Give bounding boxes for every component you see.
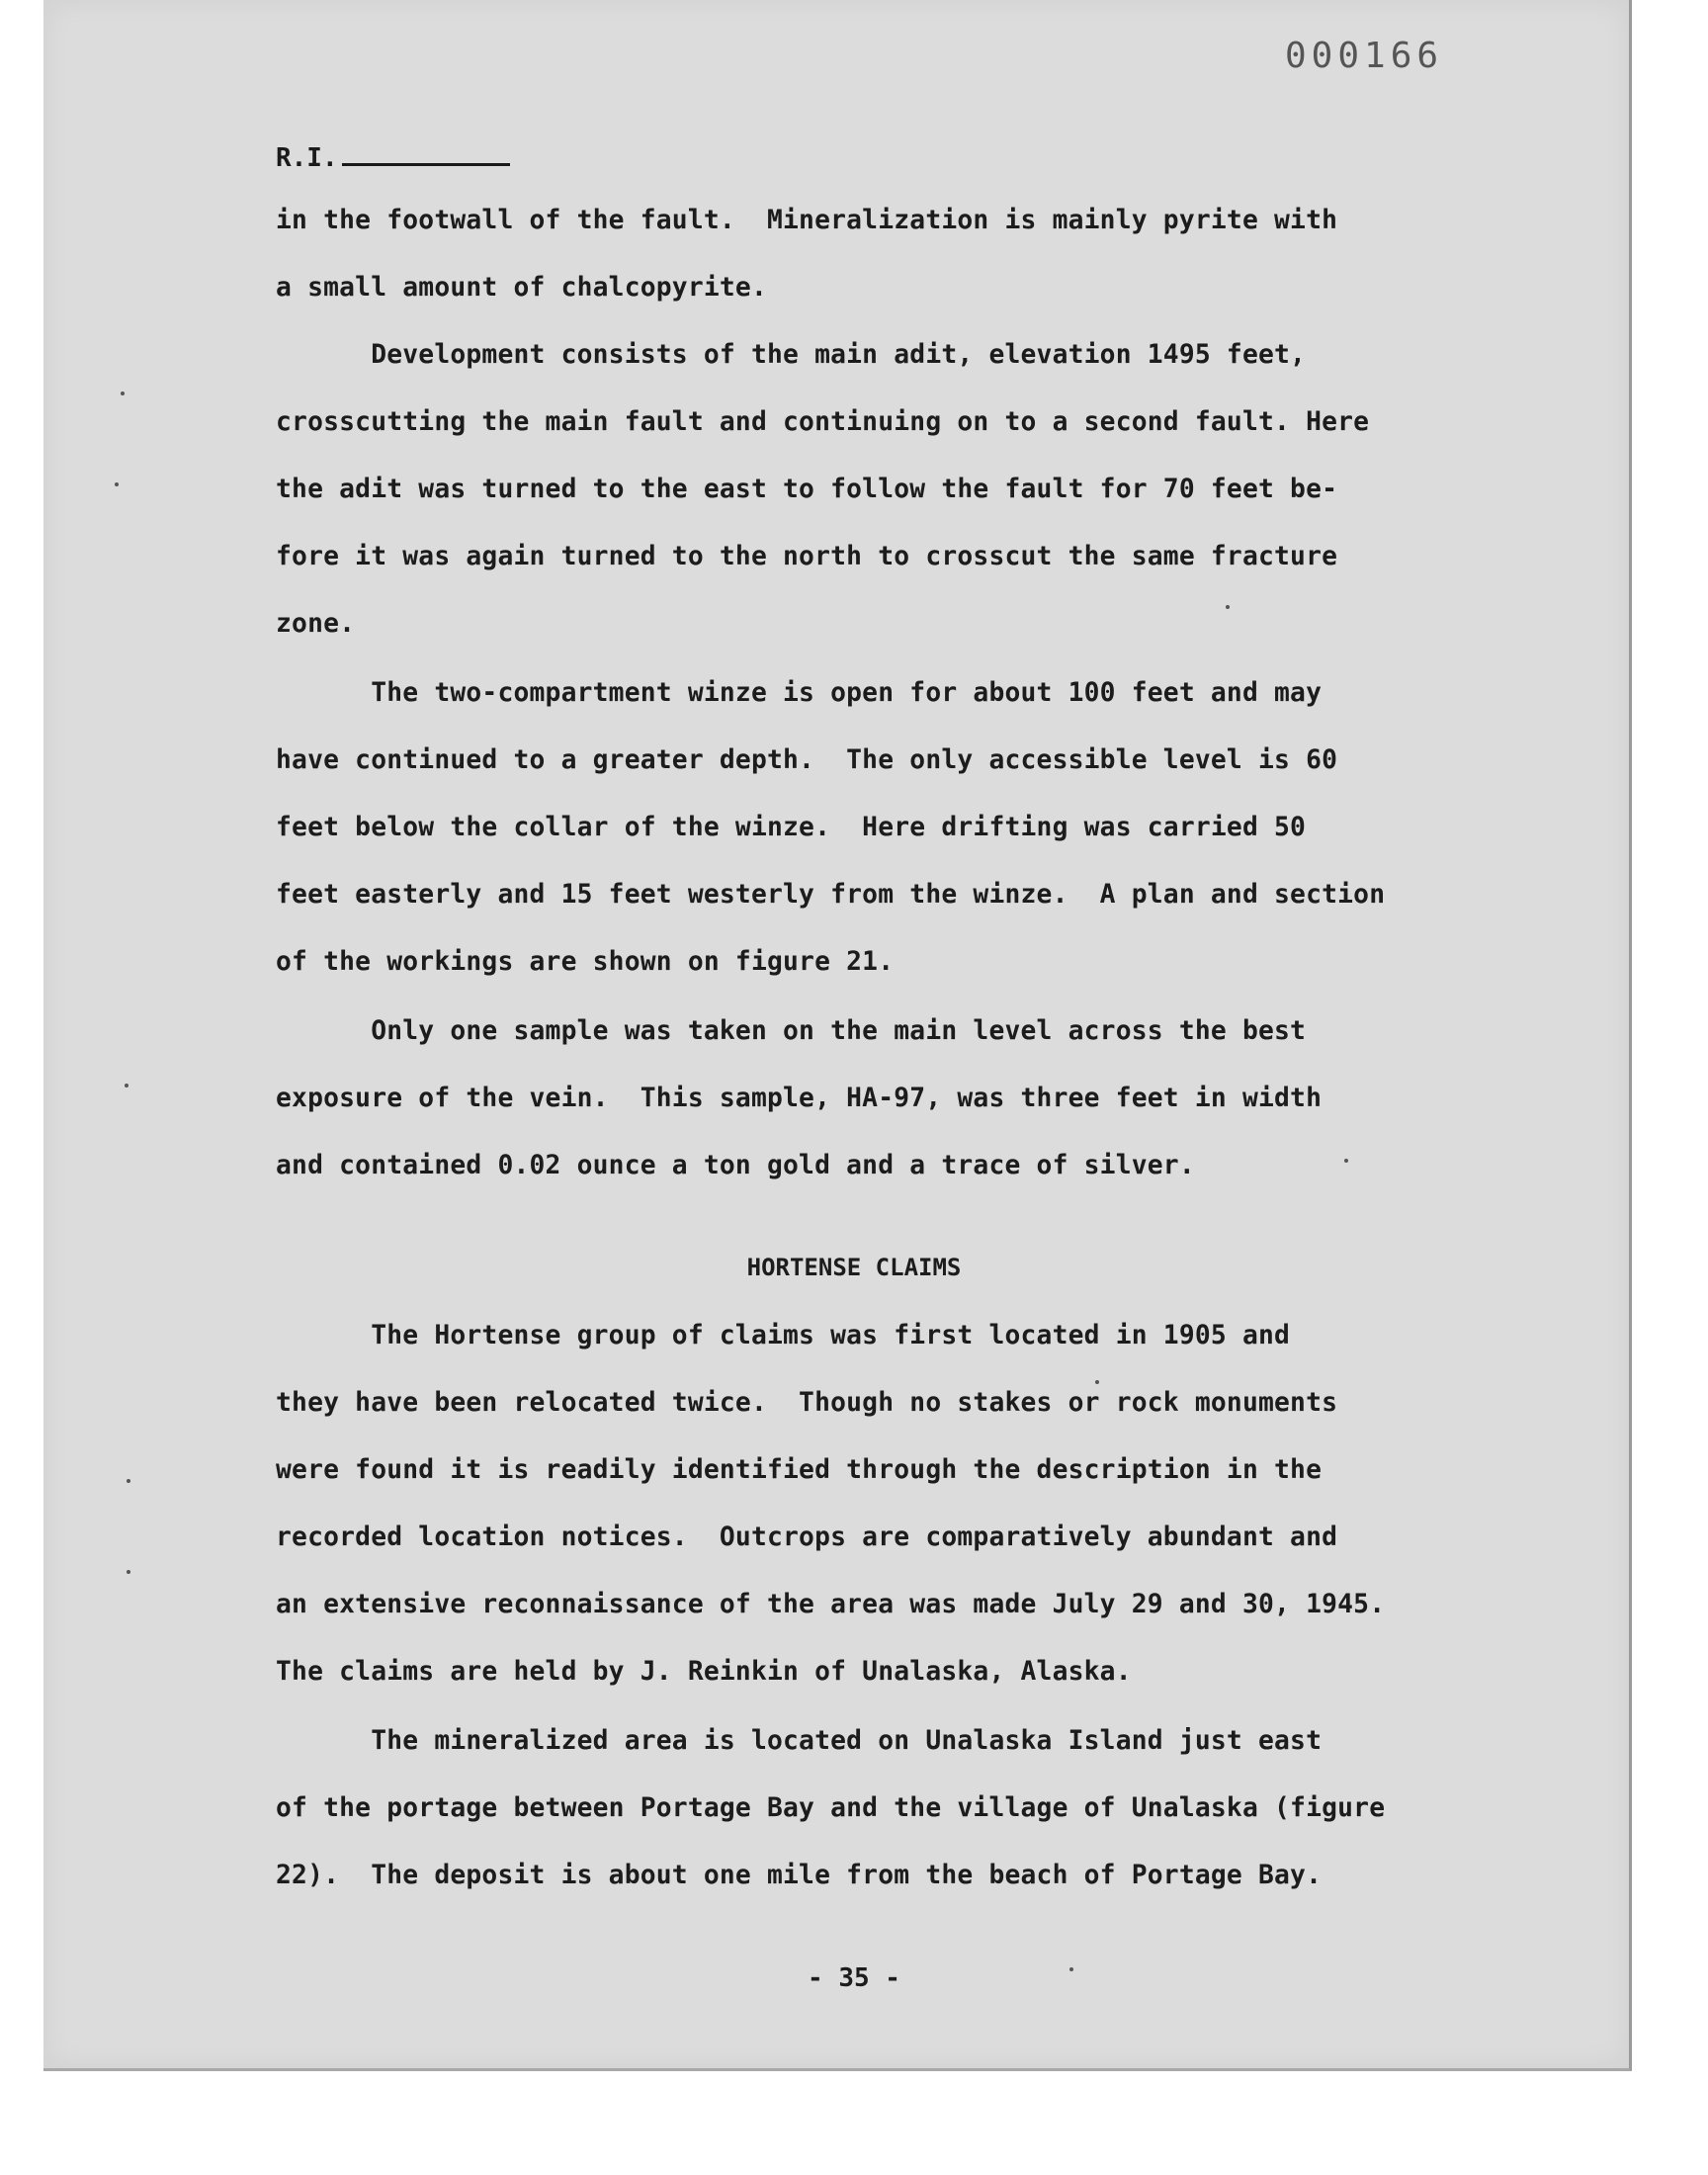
body-line: a small amount of chalcopyrite.: [276, 273, 767, 303]
body-line: Development consists of the main adit, elevation 1495 feet,: [276, 340, 1307, 370]
body-line: of the portage between Portage Bay and the village of Unalaska (figure: [276, 1793, 1386, 1823]
report-id-blank-line: [342, 163, 510, 166]
report-id-text: R.I.: [276, 143, 338, 173]
scan-speck: [1344, 1159, 1348, 1163]
body-line: recorded location notices. Outcrops are comparatively abundant and: [276, 1522, 1338, 1552]
scan-speck: [1095, 1380, 1099, 1384]
body-line: fore it was again turned to the north to crosscut the same fracture: [276, 542, 1338, 571]
body-line: and contained 0.02 ounce a ton gold and a trace of silver.: [276, 1151, 1195, 1180]
scan-speck: [115, 482, 119, 486]
section-heading: HORTENSE CLAIMS: [746, 1254, 962, 1281]
scan-speck: [1226, 605, 1230, 609]
body-line: The mineralized area is located on Unalaska Island just east: [276, 1726, 1323, 1756]
scan-speck: [127, 1479, 130, 1483]
body-line: The claims are held by J. Reinkin of Unalaska, Alaska.: [276, 1657, 1132, 1687]
scan-speck: [125, 1084, 128, 1088]
scan-speck: [127, 1570, 130, 1574]
body-line: of the workings are shown on figure 21.: [276, 947, 895, 977]
body-line: feet easterly and 15 feet westerly from the winze. A plan and section: [276, 880, 1386, 910]
body-line: crosscutting the main fault and continuing on to a second fault. Here: [276, 407, 1370, 437]
body-line: exposure of the vein. This sample, HA-97, was three feet in width: [276, 1084, 1323, 1113]
scan-speck: [1069, 1967, 1073, 1971]
body-line: The Hortense group of claims was first located in 1905 and: [276, 1321, 1291, 1350]
page-number: - 35 -: [808, 1963, 900, 1993]
body-line: in the footwall of the fault. Mineralization is mainly pyrite with: [276, 206, 1338, 235]
body-line: The two-compartment winze is open for about 100 feet and may: [276, 678, 1323, 708]
body-line: they have been relocated twice. Though no stakes or rock monuments: [276, 1388, 1338, 1418]
report-id-label: [276, 143, 510, 173]
scan-speck: [121, 392, 125, 395]
body-line: were found it is readily identified through the description in the: [276, 1455, 1323, 1485]
body-line: feet below the collar of the winze. Here drifting was carried 50: [276, 813, 1307, 842]
document-stamp-number: 000166: [1285, 36, 1444, 76]
body-line: Only one sample was taken on the main level across the best: [276, 1016, 1307, 1046]
body-line: 22). The deposit is about one mile from the beach of Portage Bay.: [276, 1861, 1323, 1890]
body-line: the adit was turned to the east to follow the fault for 70 feet be-: [276, 475, 1338, 504]
body-line: zone.: [276, 609, 356, 639]
body-line: an extensive reconnaissance of the area was made July 29 and 30, 1945.: [276, 1590, 1386, 1619]
body-line: have continued to a greater depth. The only accessible level is 60: [276, 745, 1338, 775]
